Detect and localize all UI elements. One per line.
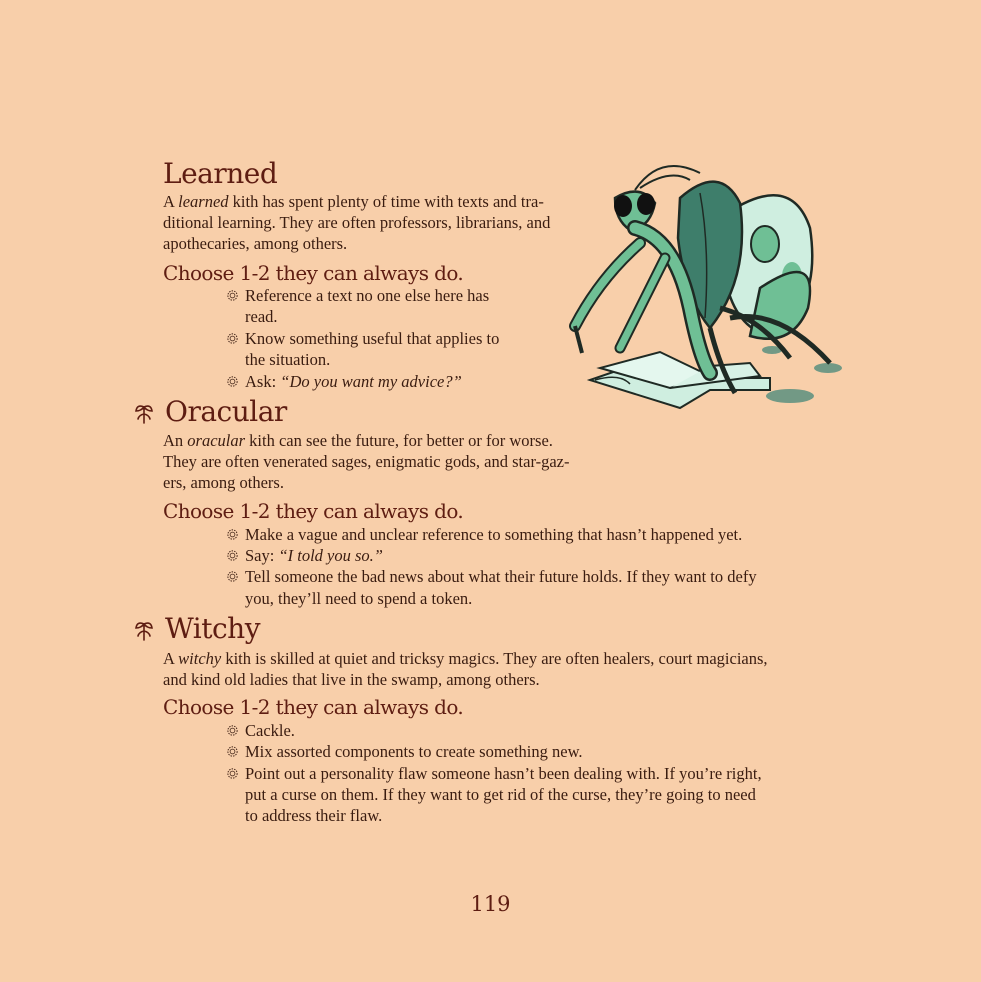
starburst-bullet-icon [226, 289, 239, 302]
witchy-choose-subhead: Choose 1-2 they can always do. [163, 695, 464, 719]
starburst-bullet-icon [226, 549, 239, 562]
item-text: Make a vague and unclear reference to something that hasn’t happened yet. [245, 525, 743, 544]
item-text: Cackle. [245, 721, 295, 740]
item-text: Reference a text no one else here has [245, 286, 490, 305]
intro-suffix: kith can see the future, for better or for worse. [245, 431, 553, 450]
starburst-bullet-icon [226, 570, 239, 583]
item-text: Know something useful that applies to [245, 329, 500, 348]
starburst-bullet-icon [226, 745, 239, 758]
starburst-bullet-icon [226, 332, 239, 345]
item-text [245, 545, 383, 566]
starburst-bullet-icon [226, 767, 239, 780]
intro-prefix: An [163, 431, 188, 450]
item-text: to address their flaw. [245, 806, 383, 825]
intro-italic-term: oracular [187, 431, 246, 450]
item-quote: “Do you want my advice?” [280, 372, 462, 391]
learned-intro-line-3: apothecaries, among others. [163, 234, 348, 253]
leaf-icon [133, 618, 155, 642]
item-quote: “I told you so.” [278, 546, 383, 565]
page-number: 119 [470, 892, 511, 916]
starburst-bullet-icon [226, 528, 239, 541]
intro-suffix: kith has spent plenty of time with texts and tra- [228, 192, 544, 211]
leaf-icon [133, 401, 155, 425]
item-text: Tell someone the bad news about what their future holds. If they want to defy [245, 567, 757, 586]
item-text: read. [245, 307, 278, 326]
intro-italic-term: witchy [178, 649, 222, 668]
intro-suffix: kith is skilled at quiet and tricksy magics. They are often healers, court magicians, [221, 649, 768, 668]
intro-prefix: A [163, 649, 179, 668]
starburst-bullet-icon [226, 724, 239, 737]
oracular-intro-line-1 [163, 430, 553, 451]
learned-choose-subhead: Choose 1-2 they can always do. [163, 261, 464, 285]
item-text: the situation. [245, 350, 331, 369]
section-heading-witchy: Witchy [165, 612, 261, 645]
learned-intro-line-1 [163, 191, 544, 212]
item-text: put a curse on them. If they want to get rid of the curse, they’re going to need [245, 785, 756, 804]
oracular-choose-subhead: Choose 1-2 they can always do. [163, 499, 464, 523]
witchy-intro-line-1 [163, 648, 768, 669]
starburst-bullet-icon [226, 375, 239, 388]
intro-prefix: A [163, 192, 179, 211]
learned-intro-line-2: ditional learning. They are often professors, librarians, and [163, 213, 551, 232]
oracular-intro-line-3: ers, among others. [163, 473, 284, 492]
witchy-intro-line-2: and kind old ladies that live in the swamp, among others. [163, 670, 540, 689]
oracular-intro-line-2: They are often venerated sages, enigmatic gods, and star-gaz- [163, 452, 570, 471]
item-text: you, they’ll need to spend a token. [245, 589, 473, 608]
section-heading-learned: Learned [163, 157, 278, 190]
section-heading-oracular: Oracular [165, 395, 287, 428]
item-prefix: Say: [245, 546, 279, 565]
item-text: Point out a personality flaw someone hasn’t been dealing with. If you’re right, [245, 764, 762, 783]
item-text [245, 371, 462, 392]
intro-italic-term: learned [178, 192, 229, 211]
mantis-illustration [560, 158, 855, 426]
item-text: Mix assorted components to create something new. [245, 742, 583, 761]
item-prefix: Ask: [245, 372, 281, 391]
